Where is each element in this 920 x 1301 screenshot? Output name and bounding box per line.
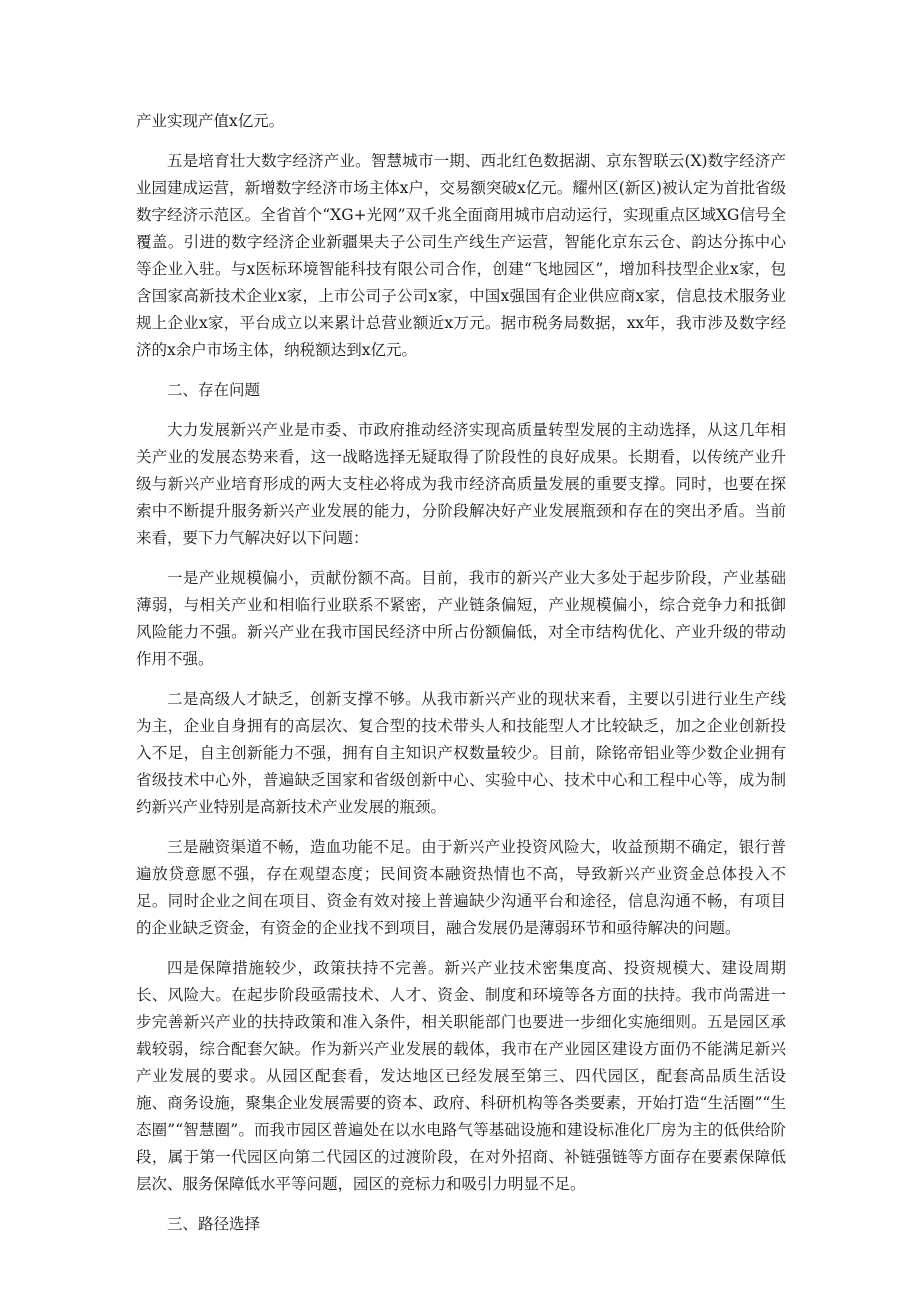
section-heading-path: 三、路径选择 [167,1215,261,1233]
paragraph-problem-talent: 二是高级人才缺乏，创新支撑不够。从我市新兴产业的现状来看，主要以引进行业生产线为主，企业自身拥有的高层次、复合型的技术带头人和技能型人才比较缺乏，加之企业创新投入不足，自主创新能力不强，拥有自主知识产权数量较少。目前，除铭帝铝业等少数企业拥有省级技术中心外，普遍缺乏国家和省级创新中心、实验中心、技术中心和工程中心等，成为制约新兴产业特别是高新技术产业发展的瓶颈。 [136,690,786,816]
paragraph-continuation: 产业实现产值x亿元。 [136,112,285,130]
section-heading-problems: 二、存在问题 [167,381,261,399]
paragraph-problem-financing: 三是融资渠道不畅，造血功能不足。由于新兴产业投资风险大，收益预期不确定，银行普遍放贷意愿不强，存在观望态度；民间资本融资热情也不高，导致新兴产业资金总体投入不足。同时企业之间在项目、资金有效对接上普遍缺少沟通平台和途径，信息沟通不畅，有项目的企业缺乏资金，有资金的企业找不到项目，融合发展仍是薄弱环节和亟待解决的问题。 [136,838,786,937]
paragraph-problems-intro: 大力发展新兴产业是市委、市政府推动经济实现高质量转型发展的主动选择，从这几年相关产业的发展态势来看，这一战略选择无疑取得了阶段性的良好成果。长期看，以传统产业升级与新兴产业培育形成的两大支柱必将成为我市经济高质量发展的重要支撑。同时，也要在探索中不断提升服务新兴产业发展的能力，分阶段解决好产业发展瓶颈和存在的突出矛盾。当前来看，要下力气解决好以下问题： [136,421,786,547]
paragraph-digital-economy: 五是培育壮大数字经济产业。智慧城市一期、西北红色数据湖、京东智联云(X)数字经济产业园建成运营，新增数字经济市场主体x户，交易额突破x亿元。耀州区(新区)被认定为首批省级数字经济示范区。全省首个“XG+光网”双千兆全面商用城市启动运行，实现重点区域XG信号全覆盖。引进的数字经济企业新疆果夫子公司生产线生产运营，智能化京东云仓、韵达分拣中心等企业入驻。与x医标环境智能科技有限公司合作，创建“飞地园区”，增加科技型企业x家，包含国家高新技术企业x家，上市公司子公司x家，中国x强国有企业供应商x家，信息技术服务业规上企业x家，平台成立以来累计总营业额近x万元。据市税务局数据，xx年，我市涉及数字经济的x余户市场主体，纳税额达到x亿元。 [136,152,786,359]
paragraph-problem-scale: 一是产业规模偏小，贡献份额不高。目前，我市的新兴产业大多处于起步阶段，产业基础薄弱，与相关产业和相临行业联系不紧密，产业链条偏短，产业规模偏小，综合竞争力和抵御风险能力不强。新兴产业在我市国民经济中所占份额偏低，对全市结构优化、产业升级的带动作用不强。 [136,569,786,668]
document-page [136,108,786,1251]
paragraph-problem-policy: 四是保障措施较少，政策扶持不完善。新兴产业技术密集度高、投资规模大、建设周期长、风险大。在起步阶段亟需技术、人才、资金、制度和环境等各方面的扶持。我市尚需进一步完善新兴产业的扶持政策和准入条件，相关职能部门也要进一步细化实施细则。五是园区承载较弱，综合配套欠缺。作为新兴产业发展的载体，我市在产业园区建设方面仍不能满足新兴产业发展的要求。从园区配套看，发达地区已经发展至第三、四代园区，配套高品质生活设施、商务设施，聚集企业发展需要的资本、政府、科研机构等各类要素，开始打造“生活圈”“生态圈”“智慧圈”。而我市园区普遍处在以水电路气等基础设施和建设标准化厂房为主的低供给阶段，属于第一代园区向第二代园区的过渡阶段，在对外招商、补链强链等方面存在要素保障低层次、服务保障低水平等问题，园区的竞标力和吸引力明显不足。 [136,959,786,1193]
